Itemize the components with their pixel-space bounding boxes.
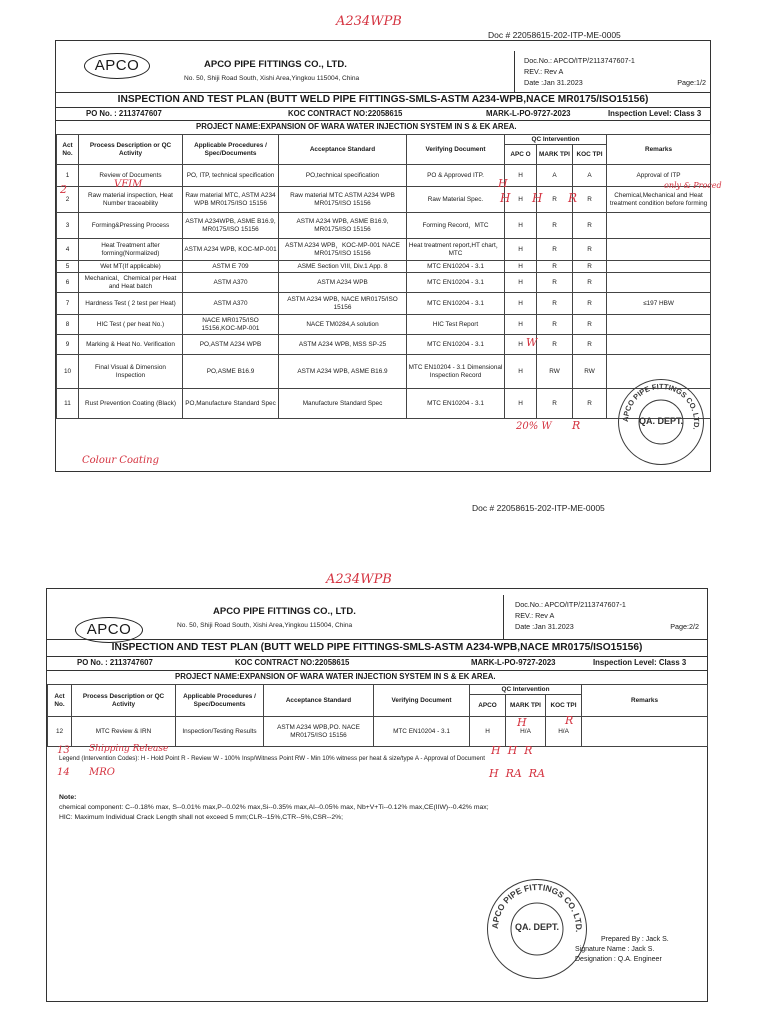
mark-po: MARK-L-PO-9727-2023 <box>471 658 556 667</box>
cell-mark-tpi: RW <box>537 355 573 389</box>
page-number: Page:2/2 <box>670 622 699 631</box>
koc-contract: KOC CONTRACT NO:22058615 <box>235 658 350 667</box>
revision: REV.: Rev A <box>515 611 555 620</box>
cell-apco: H <box>470 717 506 747</box>
hw-row13-marks: H H R <box>491 744 533 757</box>
doc-date: Date :Jan 31.2023 <box>524 78 583 87</box>
stamp-ring-text: APCO PIPE FITTINGS CO. LTD. <box>489 881 585 933</box>
cell-acceptance: ASTM A234 WPB，KOC-MP-001 NACE MR0175/ISO 15156 <box>279 239 407 261</box>
cell-mark-tpi: R <box>537 187 573 213</box>
cell-procedures: PO,ASME B16.9 <box>183 355 279 389</box>
cell-verifying: HIC Test Report <box>407 315 505 335</box>
cell-koc-tpi: R <box>573 261 607 273</box>
hw-colour-coating: Colour Coating <box>82 455 159 466</box>
note-title: Note: <box>59 794 77 801</box>
cell-mark-tpi: R <box>537 213 573 239</box>
cell-procedures: Inspection/Testing Results <box>176 717 264 747</box>
cell-procedures: Raw material MTC, ASTM A234 WPB MR0175/ISO 15156 <box>183 187 279 213</box>
hw-row10-mark: 20% W <box>516 421 552 432</box>
cell-mark-tpi: R <box>537 273 573 293</box>
cell-remarks <box>607 335 711 355</box>
doc-no: Doc.No.: APCO/ITP/2113747607-1 <box>524 56 635 65</box>
cell-koc-tpi: R <box>573 315 607 335</box>
koc-contract: KOC CONTRACT NO:22058615 <box>288 109 403 118</box>
hw-row12-mark: H <box>517 716 527 729</box>
hw-row1-apco: H <box>498 177 508 190</box>
cell-apco: H <box>505 165 537 187</box>
cell-mark-tpi: R <box>537 335 573 355</box>
cell-mark-tpi: R <box>537 315 573 335</box>
cell-acceptance: Raw material MTC ASTM A234 WPB MR0175/ISO 15156 <box>279 187 407 213</box>
cell-verifying: MTC EN10204 - 3.1 <box>407 273 505 293</box>
table-row <box>57 213 711 239</box>
cell-verifying: Forming Record，MTC <box>407 213 505 239</box>
cell-remarks <box>607 273 711 293</box>
cell-remarks: Chemical,Mechanical and Heat treatment condition before forming <box>607 187 711 213</box>
col-procedures: Applicable Procedures / Spec/Documents <box>176 685 264 717</box>
col-remarks: Remarks <box>607 135 711 165</box>
cell-act-no: 8 <box>57 315 79 335</box>
col-qc-intervention: QC Intervention <box>505 135 607 145</box>
table-row <box>57 261 711 273</box>
inspection-level: Inspection Level: Class 3 <box>608 109 702 118</box>
col-act-no: Act No. <box>48 685 72 717</box>
cell-koc-tpi: A <box>573 165 607 187</box>
table-row <box>57 273 711 293</box>
col-verifying: Verifying Document <box>374 685 470 717</box>
cell-act-no: 11 <box>57 389 79 419</box>
cell-process: Marking & Heat No. Verification <box>79 335 183 355</box>
mark-po: MARK-L-PO-9727-2023 <box>486 109 571 118</box>
table-row <box>57 165 711 187</box>
cell-koc-tpi: H/A <box>546 717 582 747</box>
chemical-note: chemical component: C--0.18% max, S--0.01% max,P--0.02% max,Si--0.35% max,Al--0.05% max, Nb+V+Ti--0.12% max,CE(IIW)--0.42% max; <box>59 804 489 811</box>
company-name: APCO PIPE FITTINGS CO., LTD. <box>213 606 356 617</box>
col-apco: APCO <box>470 695 506 717</box>
cell-acceptance: ASTM A234 WPB,PO. NACE MR0175/ISO 15156 <box>264 717 374 747</box>
po-number: PO No. : 2113747607 <box>77 658 153 667</box>
cell-process: Mechanical、Chemical per Heat and Heat batch <box>79 273 183 293</box>
cell-acceptance: ASME Section VIII, Div.1 App. 8 <box>279 261 407 273</box>
col-mark-tpi: MARK TPI <box>537 145 573 165</box>
cell-process: Hardness Test ( 2 test per Heat) <box>79 293 183 315</box>
cell-acceptance: Manufacture Standard Spec <box>279 389 407 419</box>
cell-mark-tpi: H/A <box>506 717 546 747</box>
itp-sheet-page-2 <box>46 588 708 1002</box>
col-koc-tpi: KOC TPI <box>573 145 607 165</box>
cell-apco: H <box>505 355 537 389</box>
cell-verifying: MTC EN10204 - 3.1 <box>407 293 505 315</box>
cell-verifying: PO & Approved ITP. <box>407 165 505 187</box>
table-row <box>57 187 711 213</box>
cell-act-no: 1 <box>57 165 79 187</box>
cell-verifying: MTC EN10204 - 3.1 <box>407 261 505 273</box>
itp-sheet-page-1 <box>55 40 722 472</box>
cell-acceptance: ASTM A234 WPB, NACE MR0175/ISO 15156 <box>279 293 407 315</box>
col-process: Process Description or QC Activity <box>79 135 183 165</box>
cell-acceptance: PO,technical specification <box>279 165 407 187</box>
cell-procedures: ASTM E 709 <box>183 261 279 273</box>
qa-dept-stamp <box>618 379 704 465</box>
stamp-center-text: QA. DEPT. <box>638 416 683 426</box>
cell-procedures: ASTM A370 <box>183 293 279 315</box>
cell-koc-tpi: RW <box>573 355 607 389</box>
cell-apco: H <box>505 213 537 239</box>
hw-row13-text: Shipping Release <box>89 744 169 754</box>
cell-apco: H <box>505 335 537 355</box>
col-remarks: Remarks <box>582 685 708 717</box>
hw-row2-apco: H <box>500 191 511 205</box>
cell-act-no: 5 <box>57 261 79 273</box>
cell-process: Final Visual & Dimension Inspection <box>79 355 183 389</box>
qa-dept-stamp <box>487 879 587 979</box>
cell-acceptance: ASTM A234 WPB <box>279 273 407 293</box>
revision: REV.: Rev A <box>524 67 564 76</box>
cell-procedures: PO,ASTM A234 WPB <box>183 335 279 355</box>
doc-info <box>515 599 699 632</box>
cell-acceptance: NACE TM0284,A solution <box>279 315 407 335</box>
hw-row14-marks: H RA RA <box>489 767 546 780</box>
project-name: PROJECT NAME:EXPANSION OF WARA WATER INJECTION SYSTEM IN S & EK AREA. <box>175 672 496 681</box>
itp-title: INSPECTION AND TEST PLAN (BUTT WELD PIPE FITTINGS-SMLS-ASTM A234-WPB,NACE MR0175/ISO15156) <box>111 642 643 653</box>
cell-mark-tpi: A <box>537 165 573 187</box>
handwritten-grade-note: A234WPB <box>336 14 402 29</box>
col-acceptance: Acceptance Standard <box>279 135 407 165</box>
cell-procedures: ASTM A370 <box>183 273 279 293</box>
cell-procedures: PO, ITP, technical specification <box>183 165 279 187</box>
hw-row10-koc: R <box>572 419 581 432</box>
cell-apco: H <box>505 389 537 419</box>
table-row <box>57 239 711 261</box>
company-address: No. 50, Shiji Road South, Xishi Area,Yingkou 115004, China <box>177 622 353 629</box>
cell-procedures: PO,Manufacture Standard Spec <box>183 389 279 419</box>
apco-logo: APCO <box>75 617 143 643</box>
cell-procedures: NACE MR0175/ISO 15156,KOC-MP-001 <box>183 315 279 335</box>
hw-row13-no: 13 <box>57 745 70 756</box>
table-row <box>57 355 711 389</box>
cell-remarks <box>607 315 711 335</box>
itp-table-page-1 <box>56 134 722 419</box>
hw-row2-mark: H <box>532 191 543 205</box>
designation: Designation : Q.A. Engineer <box>575 956 662 963</box>
cell-apco: H <box>505 273 537 293</box>
cell-apco: H <box>505 239 537 261</box>
notes <box>59 793 699 823</box>
cell-act-no: 7 <box>57 293 79 315</box>
cell-koc-tpi: R <box>573 293 607 315</box>
cell-verifying: Raw Material Spec. <box>407 187 505 213</box>
hic-note: HIC: Maximum Individual Crack Length shall not exceed 5 mm;CLR--15%,CTR--5%,CSR--2%; <box>59 814 344 821</box>
cell-process: Review of Documents <box>79 165 183 187</box>
cell-apco: H <box>505 293 537 315</box>
top-doc-number: Doc # 22058615-202-ITP-ME-0005 <box>488 30 621 40</box>
cell-apco: H <box>505 187 537 213</box>
cell-act-no: 4 <box>57 239 79 261</box>
table-row <box>57 315 711 335</box>
table-row <box>57 389 711 419</box>
cell-remarks <box>607 213 711 239</box>
cell-verifying: Heat treatment report,HT chart，MTC <box>407 239 505 261</box>
table-row <box>48 717 708 747</box>
col-koc-tpi: KOC TPI <box>546 695 582 717</box>
cell-acceptance: ASTM A234 WPB, ASME B16.9, MR0175/ISO 15156 <box>279 213 407 239</box>
col-procedures: Applicable Procedures / Spec/Documents <box>183 135 279 165</box>
cell-remarks <box>607 239 711 261</box>
itp-table-page-2 <box>47 684 708 747</box>
cell-verifying: MTC EN10204 - 3.1 <box>407 389 505 419</box>
doc-no: Doc.No.: APCO/ITP/2113747607-1 <box>515 600 626 609</box>
cell-remarks: ≤197 HBW <box>607 293 711 315</box>
page2-handwritten-grade-note: A234WPB <box>326 572 392 587</box>
cell-verifying: MTC EN10204 - 3.1 <box>374 717 470 747</box>
cell-remarks <box>607 261 711 273</box>
hw-row14-text: MRO <box>89 767 115 778</box>
col-verifying: Verifying Document <box>407 135 505 165</box>
cell-act-no: 9 <box>57 335 79 355</box>
cell-acceptance: ASTM A234 WPB, ASME B16.9 <box>279 355 407 389</box>
cell-koc-tpi: R <box>573 213 607 239</box>
cell-process: Rust Prevention Coating (Black) <box>79 389 183 419</box>
apco-logo: APCO <box>84 53 150 79</box>
stamp-center-text: QA. DEPT. <box>514 922 559 932</box>
po-number: PO No. : 2113747607 <box>86 109 162 118</box>
cell-process: HIC Test ( per heat No.) <box>79 315 183 335</box>
cell-koc-tpi: R <box>573 239 607 261</box>
company-name: APCO PIPE FITTINGS CO., LTD. <box>204 59 347 70</box>
cell-procedures: ASTM A234WPB, ASME B16.9, MR0175/ISO 15156 <box>183 213 279 239</box>
col-process: Process Description or QC Activity <box>72 685 176 717</box>
cell-apco: H <box>505 315 537 335</box>
hw-row7-mark: W <box>526 336 538 349</box>
cell-koc-tpi: R <box>573 389 607 419</box>
col-acceptance: Acceptance Standard <box>264 685 374 717</box>
inspection-level: Inspection Level: Class 3 <box>593 658 687 667</box>
col-act-no: Act No. <box>57 135 79 165</box>
table-row <box>57 293 711 315</box>
cell-mark-tpi: R <box>537 239 573 261</box>
itp-title: INSPECTION AND TEST PLAN (BUTT WELD PIPE FITTINGS-SMLS-ASTM A234-WPB,NACE MR0175/ISO15156) <box>117 94 649 105</box>
doc-info <box>524 55 706 88</box>
bottom-doc-number: Doc # 22058615-202-ITP-ME-0005 <box>472 503 605 513</box>
hw-row2-koc: R <box>568 191 578 205</box>
col-apco: APC O <box>505 145 537 165</box>
cell-act-no: 3 <box>57 213 79 239</box>
cell-koc-tpi: R <box>573 273 607 293</box>
hw-row1-remark-suffix: only & Proced <box>664 181 722 190</box>
cell-process: Forming&Pressing Process <box>79 213 183 239</box>
stamp-ring-text: APCO PIPE FITTINGS CO. LTD. <box>620 381 702 431</box>
cell-act-no: 6 <box>57 273 79 293</box>
signature-name: Signature Name : Jack S. <box>575 946 655 953</box>
cell-process: Raw material inspection, Heat Number traceability <box>79 187 183 213</box>
doc-date: Date :Jan 31.2023 <box>515 622 574 631</box>
cell-act-no: 12 <box>48 717 72 747</box>
cell-process: MTC Review & IRN <box>72 717 176 747</box>
company-address: No. 50, Shiji Road South, Xishi Area,Yingkou 115004, China <box>184 75 360 82</box>
col-qc-intervention: QC Intervention <box>470 685 582 695</box>
cell-mark-tpi: R <box>537 261 573 273</box>
intervention-legend: Legend (Intervention Codes): H - Hold Point R - Review W - 100% Insp/Witness Point RW - Min 10% witness per heat & size/type A - Approval of Document <box>59 755 485 762</box>
cell-koc-tpi: R <box>573 187 607 213</box>
cell-verifying: MTC EN10204 - 3.1 Dimensional Inspection Record <box>407 355 505 389</box>
cell-mark-tpi: R <box>537 389 573 419</box>
cell-process: Wet MT(If applicable) <box>79 261 183 273</box>
hw-row14-no: 14 <box>57 767 70 778</box>
col-mark-tpi: MARK TPI <box>506 695 546 717</box>
cell-procedures: ASTM A234 WPB, KOC-MP-001 <box>183 239 279 261</box>
page-number: Page:1/2 <box>677 78 706 87</box>
hw-row2-prefix: 2 <box>60 183 67 196</box>
cell-act-no: 2 <box>57 187 79 213</box>
cell-apco: H <box>505 261 537 273</box>
cell-act-no: 10 <box>57 355 79 389</box>
project-name: PROJECT NAME:EXPANSION OF WARA WATER INJECTION SYSTEM IN S & EK AREA. <box>196 122 517 131</box>
cell-remarks <box>582 717 708 747</box>
cell-mark-tpi: R <box>537 293 573 315</box>
cell-verifying: MTC EN10204 - 3.1 <box>407 335 505 355</box>
hw-row12-koc: R <box>565 714 574 727</box>
cell-remarks: Approval of ITP <box>607 165 711 187</box>
prepared-by: Prepared By : Jack S. <box>601 936 669 943</box>
table-row <box>57 335 711 355</box>
hw-row2-vfim: VFIM <box>114 179 143 190</box>
cell-koc-tpi: R <box>573 335 607 355</box>
cell-acceptance: ASTM A234 WPB, MSS SP-25 <box>279 335 407 355</box>
cell-process: Heat Treatment after forming(Normalized) <box>79 239 183 261</box>
signature-block <box>575 935 703 965</box>
